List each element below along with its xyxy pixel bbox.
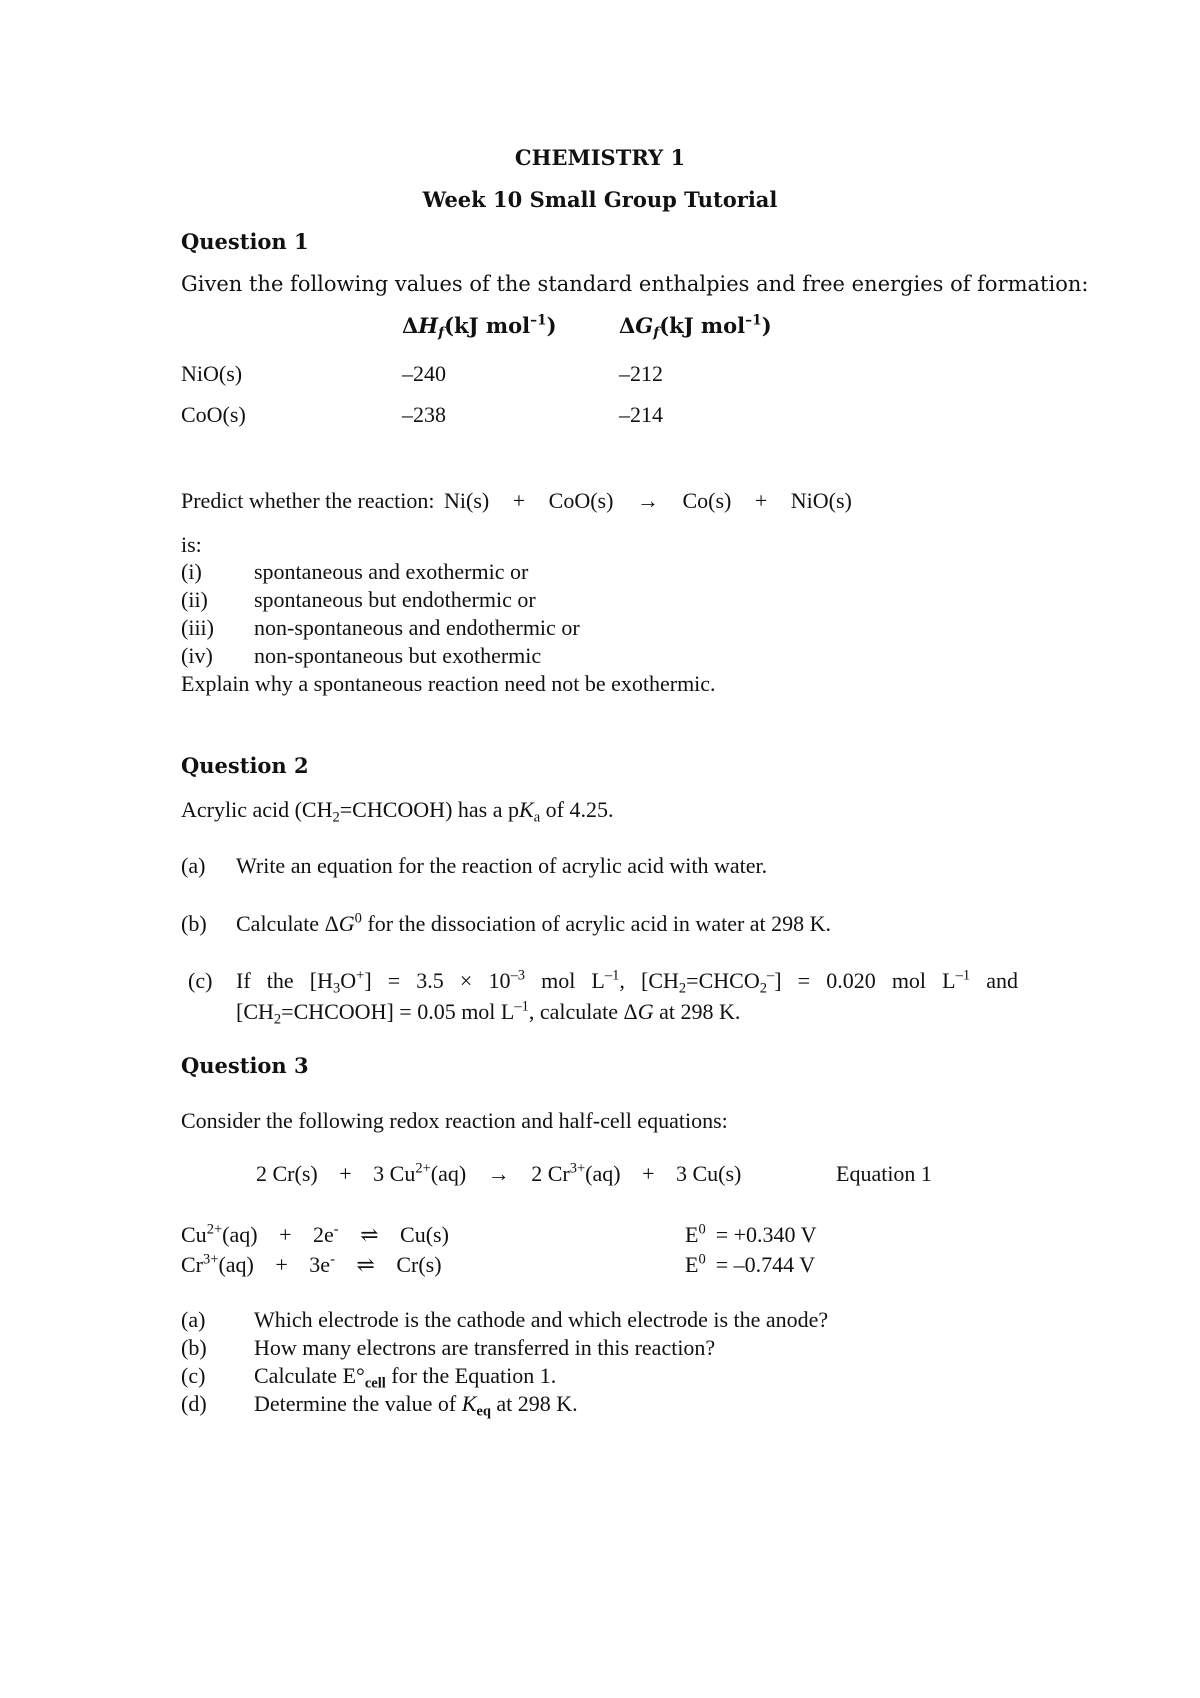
part-number: (b)	[181, 1335, 207, 1360]
part-b-text: How many electrons are transferred in this reaction?	[254, 1335, 716, 1360]
question-2-intro: Acrylic acid $(CH_2=CHCOOH)$ has a $pK_a$ of 4.25.	[181, 797, 614, 826]
part-number: (c)	[181, 1363, 206, 1388]
part-number: (a)	[181, 853, 206, 878]
option-text: non-spontaneous and endothermic or	[254, 615, 580, 640]
option-text: non-spontaneous but exothermic	[254, 643, 542, 668]
document-title: CHEMISTRY 1	[514, 145, 686, 170]
question-1-intro: Given the following values of the standard enthalpies and free energies of formation:	[181, 272, 1089, 296]
equation-label: Equation 1	[836, 1161, 932, 1186]
reaction-line: Predict whether the reaction: Ni(s) + CoO(s) → Co(s) + NiO(s)	[181, 488, 852, 513]
part-number: (b)	[181, 911, 207, 936]
table-row-enthalpy: –240	[402, 361, 446, 386]
part-number: (c)	[188, 968, 213, 993]
table-row-species: NiO(s)	[181, 361, 243, 386]
part-c-line-2: $[CH_2=CHCOOH] = 0.05$ mol $L^{-1}$, calculate ΔG at 298 K.	[236, 998, 741, 1028]
option-number: (ii)	[181, 587, 208, 612]
question-2-heading: Question 2	[181, 753, 309, 778]
part-b-text: Calculate $\Delta G^0$ for the dissociation of acrylic acid in water at 298 K.	[236, 910, 832, 936]
equation-arrow: →	[487, 1161, 510, 1186]
option-text: spontaneous and exothermic or	[254, 559, 529, 584]
enthalpy-column-header: $\Delta H_f(kJ$ mol$^{-1}$)	[402, 312, 557, 342]
equilibrium-arrow: ⇌	[356, 1252, 375, 1277]
question-1-heading: Question 1	[181, 229, 309, 254]
half-cell-chromium: $Cr^{3+}(aq) + 3e^-$ ⇌ Cr(s)	[181, 1251, 442, 1277]
option-number: (iii)	[181, 615, 214, 640]
question-3-intro: Consider the following redox reaction and half-cell equations:	[181, 1108, 728, 1133]
table-row-free-energy: –214	[619, 402, 663, 427]
explain-prompt: Explain why a spontaneous reaction need not be exothermic.	[181, 671, 716, 696]
part-d-text: Determine the value of $K_{eq}$ at 298 K.	[254, 1391, 578, 1420]
question-3-heading: Question 3	[181, 1053, 309, 1078]
table-row-species: CoO(s)	[181, 402, 246, 427]
part-number: (a)	[181, 1307, 206, 1332]
half-cell-copper: $Cu^{2+}(aq) + 2e^-$ ⇌ Cu(s)	[181, 1221, 449, 1247]
chromium-potential: $E^0 = -0.744$ V	[685, 1251, 816, 1277]
option-number: (i)	[181, 559, 202, 584]
option-number: (iv)	[181, 643, 213, 668]
part-a-text: Write an equation for the reaction of acrylic acid with water.	[236, 853, 768, 878]
part-c-line-1: If the $[H_3O^+] = 3.5 \times 10^{-3}$ mol $L^{-1}$, $[CH_2=CHCO_2^-] = 0.020$ mol $L^{-1}$ and	[236, 967, 1019, 997]
part-c-text: Calculate $E^\circ_{cell}$ for the Equation 1.	[254, 1363, 557, 1392]
copper-potential: $E^0 = +0.340$ V	[685, 1221, 817, 1247]
reaction-arrow: →	[636, 488, 659, 513]
equilibrium-arrow: ⇌	[360, 1222, 379, 1247]
redox-equation: 2 Cr(s) + 3 $Cu^{2+}(aq) \to 2$ $Cr^{3+}(aq) + 3$ Cu(s)	[256, 1160, 742, 1186]
part-number: (d)	[181, 1391, 207, 1416]
document-subtitle: Week 10 Small Group Tutorial	[422, 187, 778, 212]
option-text: spontaneous but endothermic or	[254, 587, 536, 612]
part-a-text: Which electrode is the cathode and which electrode is the anode?	[254, 1307, 829, 1332]
table-row-enthalpy: –238	[402, 402, 446, 427]
free-energy-column-header: $\Delta G_f(kJ$ mol$^{-1}$)	[619, 312, 772, 342]
table-row-free-energy: –212	[619, 361, 663, 386]
is-label: is:	[181, 532, 202, 557]
